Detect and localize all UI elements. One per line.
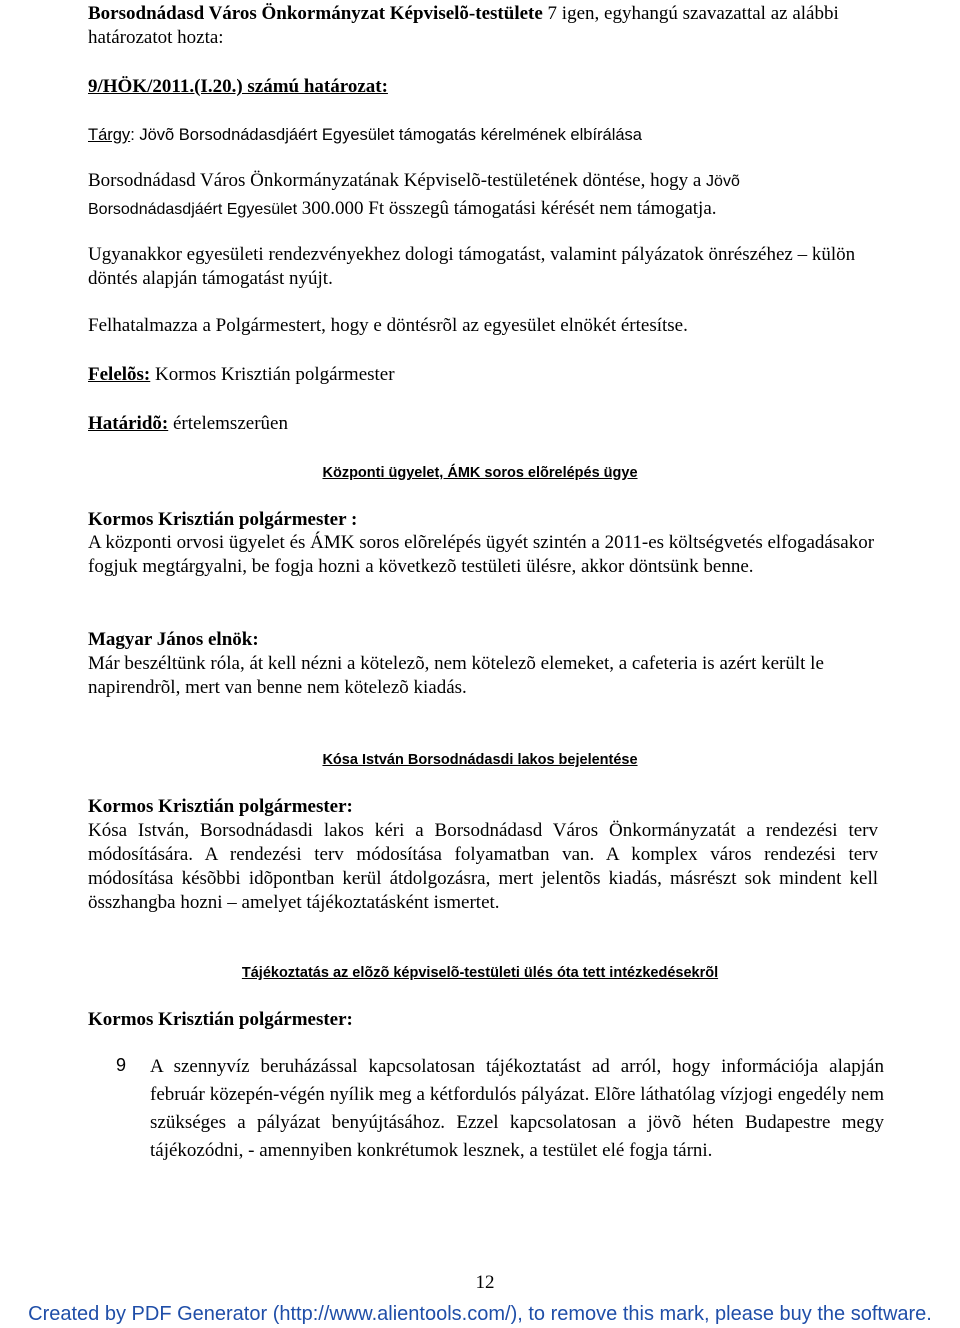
section2-speaker: Kormos Krisztián polgármester: [88,796,353,817]
subject-text: : Jövõ Borsodnádasdjáért Egyesület támogatás kérelmének elbírálása [130,126,642,144]
section1-speaker1: Kormos Krisztián polgármester : [88,509,358,530]
responsible-label: Felelõs: [88,364,151,385]
subject-label: Tárgy [88,126,131,144]
list-bullet: 9 [116,1055,127,1075]
section3-heading: Tájékoztatás az elõzõ képviselõ-testületi ülés óta tett intézkedésekrõl [241,965,719,981]
responsible-value: Kormos Krisztián polgármester [150,364,395,385]
section2-text: Kósa István, Borsodnádasdi lakos kéri a Borsodnádasd Város Önkormányzatát a rendezési terv módosítására. A rendezési terv módosítása folyamatban van. A komplex város rendezési terv módosítása késõbbi idõpontban kerül átdolgozásra, mert jelentõs kiadás, másrészt sok mindent kell összhangba hozni – amelyet tájékoztatásként ismertet. [88,820,878,913]
intro-rest: 7 igen, egyhangú szavazattal az alábbi határozatot hozta: [88,3,839,48]
deadline-line [88,412,878,436]
page-number: 12 [475,1272,495,1293]
section1-heading: Központi ügyelet, ÁMK soros elõrelépés ügye [322,465,638,481]
decision-paragraph-3: Felhatalmazza a Polgármestert, hogy e döntésrõl az egyesület elnökét értesítse. [88,315,688,336]
decision-paragraph-2: Ugyanakkor egyesületi rendezvényekhez dologi támogatást, valamint pályázatok önrészéhez – külön döntés alapján támogatást nyújt. [88,244,856,289]
resolution-subject [88,125,878,145]
intro-paragraph [88,2,878,50]
section1-speaker2: Magyar János elnök: [88,629,259,650]
pdf-generator-watermark: Created by PDF Generator (http://www.alientools.com/), to remove this mark, please buy the software. [28,1303,932,1325]
deadline-label: Határidõ: [88,413,169,434]
intro-bold: Borsodnádasd Város Önkormányzat Képviselõ-testülete [88,3,543,24]
section3-text: A szennyvíz beruházással kapcsolatosan tájékoztatást ad arról, hogy információja alapján február közepén-végén nyílik meg a kétfordulós pályázat. Elõre láthatólag vízjogi engedély nem szükséges a pályázat benyújtásához. Ezzel kapcsolatosan a jövõ héten Budapestre megy tájékozódni, - amennyiben konkrétumok lesznek, a testület elé fogja tárni. [150,1056,884,1161]
section1-text2: Már beszéltünk róla, át kell nézni a kötelezõ, nem kötelezõ elemeket, a cafeteria is azért került le napirendrõl, mert van benne nem kötelezõ kiadás. [88,653,824,698]
decision-p1-serif: Borsodnádasd Város Önkormányzatának Képviselõ-testületének döntése, hogy a [88,170,707,191]
section1-text1: A központi orvosi ügyelet és ÁMK soros elõrelépés ügyét szintén a 2011-es költségvetés elfogadásakor fogjuk megtárgyalni, be fogja hozni a következõ testületi ülésre, akkor döntsünk benne. [88,532,875,577]
resolution-title: 9/HÖK/2011.(I.20.) számú határozat: [88,76,388,97]
decision-paragraph-1 [88,167,878,223]
deadline-value: értelemszerûen [168,413,288,434]
section3-speaker: Kormos Krisztián polgármester: [88,1009,353,1030]
responsible-line [88,363,878,387]
section2-heading: Kósa István Borsodnádasdi lakos bejelentése [322,752,638,768]
decision-p1-sans-a: Jövõ [706,173,740,190]
decision-p1-sans-b: Borsodnádasdjáért Egyesület [88,201,298,218]
decision-p1-serif-b: 300.000 Ft összegû támogatási kérését nem támogatja. [297,198,717,219]
